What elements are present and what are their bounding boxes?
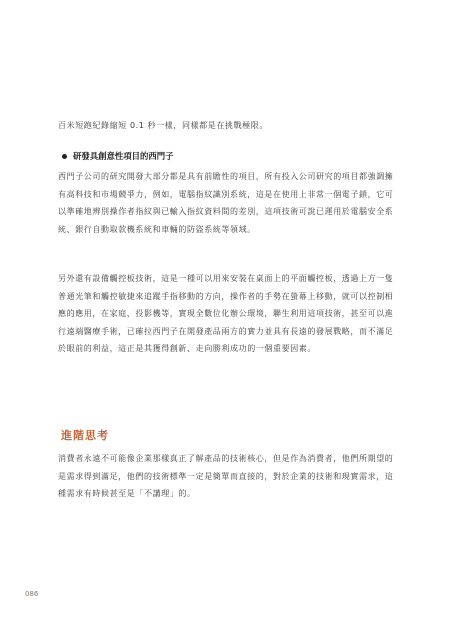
page-number: 086 <box>25 590 39 598</box>
paragraph-advanced-thinking: 消費者永遠不可能像企業那樣真正了解產品的技術核心，但是作為消費者，他們所期望的是需求得到滿足，他們的技術標準一定是簡單而直接的，對於企業的技術和現實需求，這種需求有時候甚至是「不講理」的。 <box>58 454 394 498</box>
bullet-icon <box>62 154 67 159</box>
bullet-heading <box>62 149 392 164</box>
paragraph-fingerprint: 西門子公司的研究開發大部分都是具有前瞻性的項目，所有投入公司研究的項目都強調擁有高科技和市場競爭力，例如，電腦指紋識別系統，這是在使用上非常一個電子鎖，它可以準確地辨別操作者指紋與已輸入指紋資料間的差別，這項技術可說已運用於電腦安全系統、銀行自動取款機系統和車輛的防盜系統等領域。 <box>58 172 394 234</box>
intro-paragraph: 百米短跑紀錄縮短 0.1 秒一樣，同樣都是在挑戰極限。 <box>58 121 269 130</box>
paragraph-touchpad: 另外還有設備觸控板技術，這是一種可以用來安裝在桌面上的平面觸控板，透過上方一隻普通光筆和觸控敏捷來追蹤手指移動的方向，操作者的手勢在螢幕上移動，就可以控制相應的應用，在家庭、投影機等，實現全數位化辦公環境，聯生利用這項技術，甚至可以進行遠端醫療手術，已確拉西門子在開發產品兩方的實力並具有長遠的發展戰略，而不滿足於眼前的利益，這正是其獲得創新、走向勝利成功的一個重要因素。 <box>58 274 394 353</box>
section-title: 進階思考 <box>61 429 109 442</box>
bullet-heading-text: 研發具創意性項目的西門子 <box>73 151 174 161</box>
